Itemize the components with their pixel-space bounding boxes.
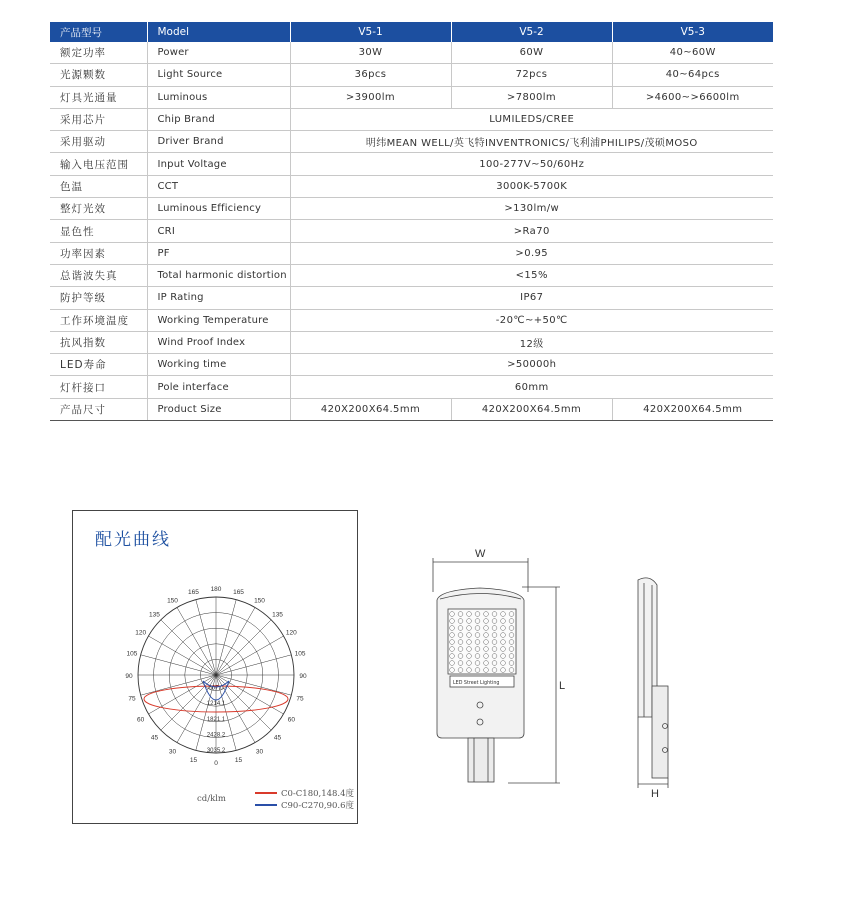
row-label-en: Working time bbox=[147, 354, 290, 376]
height-label: H bbox=[651, 788, 659, 800]
row-label-en: Product Size bbox=[147, 398, 290, 420]
header-model-1: V5-1 bbox=[290, 22, 451, 42]
row-value: 3000K-5700K bbox=[290, 175, 773, 197]
polar-angle-label: 30 bbox=[255, 748, 264, 756]
polar-angle-label: 105 bbox=[294, 650, 306, 658]
side-bracket bbox=[652, 686, 668, 778]
polar-angle-label: 45 bbox=[273, 734, 282, 742]
polar-angle-label: 45 bbox=[150, 734, 159, 742]
polar-angle-label: 150 bbox=[254, 597, 265, 605]
row-value: IP67 bbox=[290, 287, 773, 309]
row-value: 72pcs bbox=[451, 64, 612, 86]
row-label-cn: 光源颗数 bbox=[50, 64, 147, 86]
row-label-cn: 功率因素 bbox=[50, 242, 147, 264]
polar-radial-label: 2428.2 bbox=[206, 732, 226, 739]
row-value: 36pcs bbox=[290, 64, 451, 86]
row-label-cn: 抗风指数 bbox=[50, 331, 147, 353]
row-label-en: Input Voltage bbox=[147, 153, 290, 175]
row-label-cn: 采用芯片 bbox=[50, 108, 147, 130]
polar-angle-label: 90 bbox=[125, 673, 133, 680]
row-value: >7800lm bbox=[451, 86, 612, 108]
row-label-en: Total harmonic distortion bbox=[147, 264, 290, 286]
row-label-cn: 总谐波失真 bbox=[50, 264, 147, 286]
polar-angle-label: 75 bbox=[296, 695, 304, 703]
row-label-en: Chip Brand bbox=[147, 108, 290, 130]
row-value: 12级 bbox=[290, 331, 773, 353]
polar-angle-label: 0 bbox=[214, 760, 218, 767]
row-value: >3900lm bbox=[290, 86, 451, 108]
row-label-en: CRI bbox=[147, 220, 290, 242]
polar-angle-label: 60 bbox=[137, 716, 145, 724]
polar-angle-label: 165 bbox=[188, 588, 199, 596]
row-value: >4600~>6600lm bbox=[612, 86, 773, 108]
row-label-en: Working Temperature bbox=[147, 309, 290, 331]
polar-angle-label: 150 bbox=[167, 597, 178, 605]
row-label-en: Driver Brand bbox=[147, 131, 290, 153]
row-label-cn: 灯具光通量 bbox=[50, 86, 147, 108]
polar-title: 配光曲线 bbox=[95, 530, 171, 550]
row-label-en: Wind Proof Index bbox=[147, 331, 290, 353]
polar-angle-label: 15 bbox=[189, 757, 198, 765]
row-value: <15% bbox=[290, 264, 773, 286]
row-label-en: Pole interface bbox=[147, 376, 290, 398]
polar-angle-label: 15 bbox=[234, 757, 243, 765]
polar-angle-label: 105 bbox=[126, 650, 138, 658]
row-value: 40~64pcs bbox=[612, 64, 773, 86]
row-label-cn: 额定功率 bbox=[50, 42, 147, 64]
row-label-cn: LED寿命 bbox=[50, 354, 147, 376]
polar-angle-label: 30 bbox=[168, 748, 177, 756]
row-label-cn: 采用驱动 bbox=[50, 131, 147, 153]
row-value: 420X200X64.5mm bbox=[451, 398, 612, 420]
row-label-en: Luminous Efficiency bbox=[147, 198, 290, 220]
polar-radial-label: 607.0 bbox=[208, 685, 224, 692]
row-value: 60mm bbox=[290, 376, 773, 398]
row-value: LUMILEDS/CREE bbox=[290, 108, 773, 130]
polar-radial-label: 1821.1 bbox=[206, 716, 226, 723]
row-value: 60W bbox=[451, 42, 612, 64]
row-label-cn: 灯杆接口 bbox=[50, 376, 147, 398]
panel-text: LED Street Lighting bbox=[453, 681, 500, 686]
header-cn: 产品型号 bbox=[50, 22, 147, 42]
header-en: Model bbox=[147, 22, 290, 42]
row-label-en: Luminous bbox=[147, 86, 290, 108]
row-value: >Ra70 bbox=[290, 220, 773, 242]
row-value: 420X200X64.5mm bbox=[612, 398, 773, 420]
length-label: L bbox=[559, 680, 566, 692]
polar-unit: cd/klm bbox=[197, 794, 226, 804]
row-label-en: PF bbox=[147, 242, 290, 264]
row-label-en: Power bbox=[147, 42, 290, 64]
row-value: -20℃~+50℃ bbox=[290, 309, 773, 331]
polar-angle-label: 135 bbox=[149, 611, 160, 619]
legend-label-c90: C90-C270,90.6度 bbox=[281, 801, 355, 811]
polar-angle-label: 180 bbox=[210, 586, 222, 593]
polar-angle-label: 165 bbox=[233, 588, 244, 596]
pole-bracket bbox=[468, 738, 494, 782]
row-value: 30W bbox=[290, 42, 451, 64]
legend-label-c0: C0-C180,148.4度 bbox=[281, 789, 355, 799]
row-label-cn: 整灯光效 bbox=[50, 198, 147, 220]
polar-angle-label: 120 bbox=[135, 629, 147, 637]
row-label-cn: 输入电压范围 bbox=[50, 153, 147, 175]
polar-angle-label: 135 bbox=[272, 611, 283, 619]
polar-radial-label: 3035.2 bbox=[206, 748, 226, 754]
row-value: 420X200X64.5mm bbox=[290, 398, 451, 420]
row-label-cn: 防护等级 bbox=[50, 287, 147, 309]
polar-angle-label: 75 bbox=[128, 695, 136, 703]
row-value: >130lm/w bbox=[290, 198, 773, 220]
row-label-cn: 工作环境温度 bbox=[50, 309, 147, 331]
row-label-cn: 色温 bbox=[50, 175, 147, 197]
row-value: 40~60W bbox=[612, 42, 773, 64]
side-view bbox=[638, 578, 668, 788]
row-label-cn: 产品尺寸 bbox=[50, 398, 147, 420]
polar-angle-label: 60 bbox=[287, 716, 295, 724]
front-view bbox=[433, 558, 560, 783]
header-model-3: V5-3 bbox=[612, 22, 773, 42]
row-label-en: CCT bbox=[147, 175, 290, 197]
width-label: W bbox=[475, 548, 486, 560]
row-label-en: Light Source bbox=[147, 64, 290, 86]
polar-angle-label: 90 bbox=[299, 673, 307, 680]
polar-angle-label: 120 bbox=[285, 629, 297, 637]
row-value: >50000h bbox=[290, 354, 773, 376]
row-value: >0.95 bbox=[290, 242, 773, 264]
row-value: 100-277V~50/60Hz bbox=[290, 153, 773, 175]
polar-radial-label: 1214.1 bbox=[206, 701, 226, 708]
row-value: 明纬MEAN WELL/英飞特INVENTRONICS/飞利浦PHILIPS/茂硕MOSO bbox=[290, 131, 773, 153]
row-label-cn: 显色性 bbox=[50, 220, 147, 242]
row-label-en: IP Rating bbox=[147, 287, 290, 309]
header-model-2: V5-2 bbox=[451, 22, 612, 42]
